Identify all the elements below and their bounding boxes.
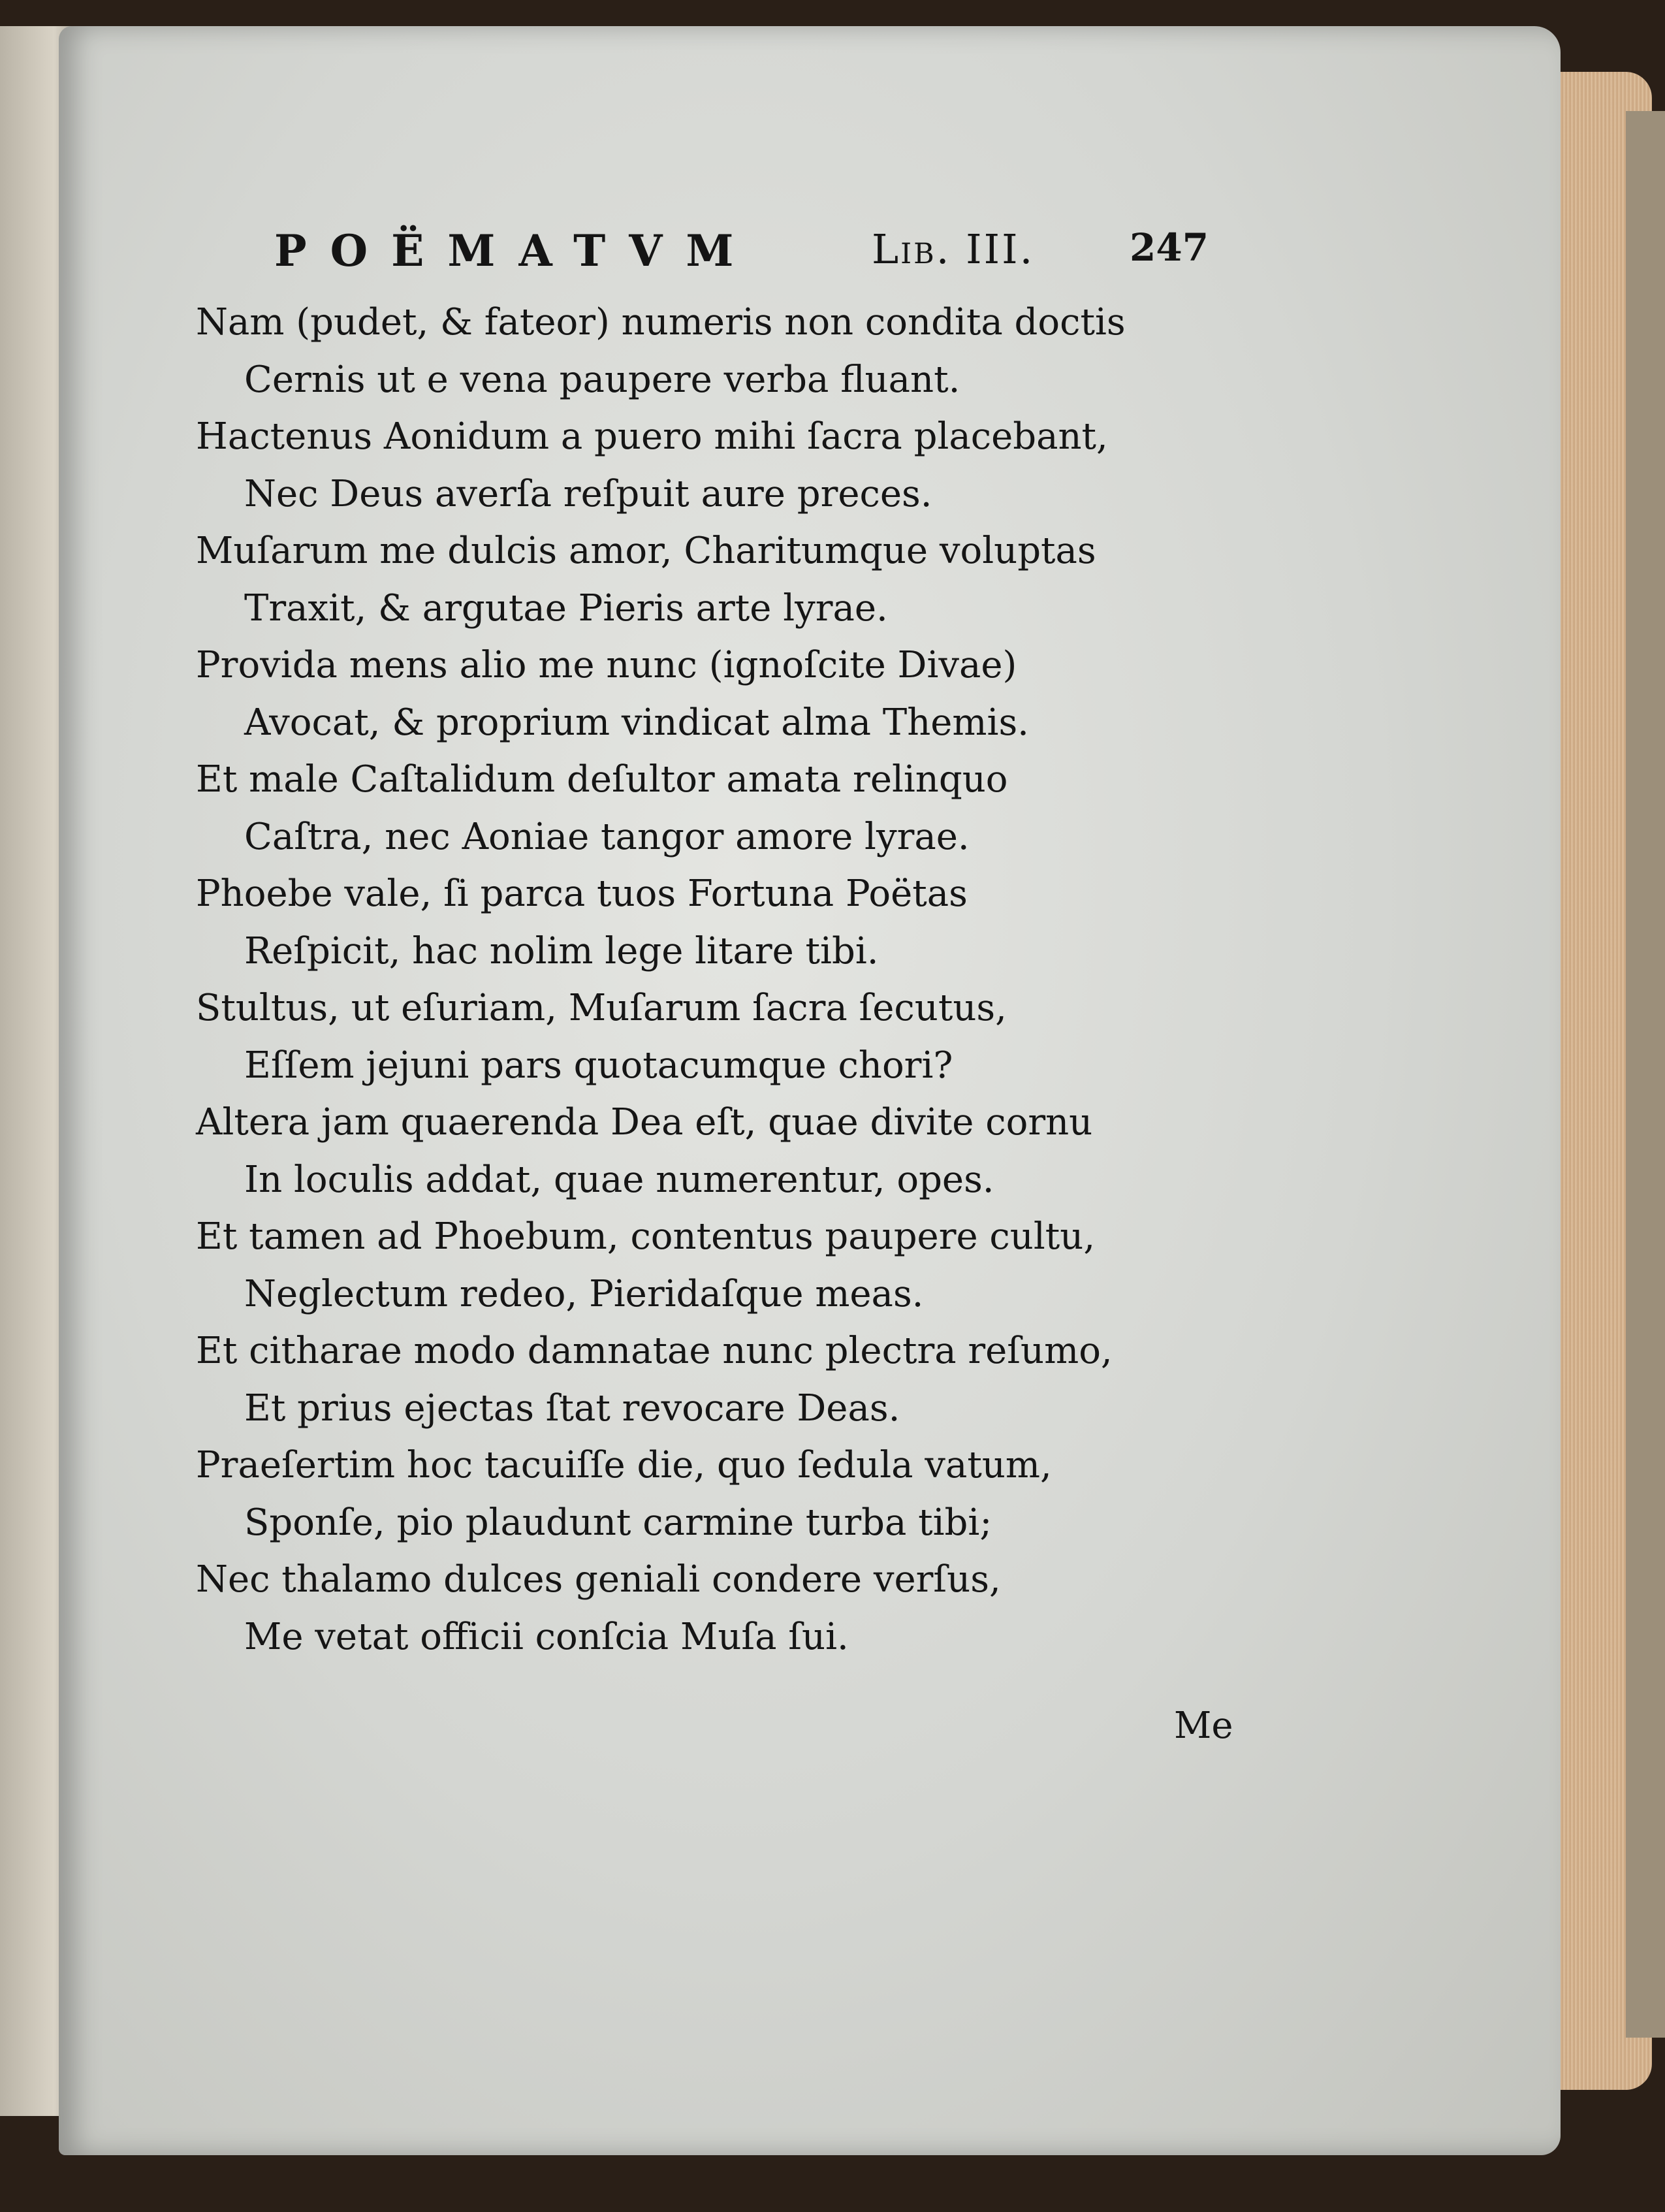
verse-line: Muſarum me dulcis amor, Charitumque voluptas <box>196 530 1096 572</box>
verse-line: Et male Caſtalidum deſultor amata relinquo <box>196 758 1008 801</box>
verse-line: Traxit, & argutae Pieris arte lyrae. <box>244 586 888 630</box>
verse-line: Nam (pudet, & fateor) numeris non condita doctis <box>196 301 1126 344</box>
running-header <box>274 225 1209 284</box>
verse-line: Me vetat officii conſcia Muſa ſui. <box>244 1615 849 1658</box>
verse-line: Altera jam quaerenda Dea eſt, quae divite cornu <box>196 1101 1093 1144</box>
verse-line: Praeſertim hoc tacuiſſe die, quo ſedula vatum, <box>196 1444 1052 1486</box>
page-number: 247 <box>1130 225 1209 270</box>
running-title: POËMATVM <box>274 225 757 276</box>
verse-line: Neglectum redeo, Pieridaſque meas. <box>244 1272 924 1315</box>
book-cover-edge <box>1626 111 1665 2038</box>
verse-line: Hactenus Aonidum a puero mihi ſacra placebant, <box>196 415 1108 458</box>
book-number: Lib. III. <box>872 225 1035 273</box>
poem-text <box>196 294 1214 1665</box>
verse-line: Nec Deus averſa reſpuit aure preces. <box>244 472 932 515</box>
verse-line: Cernis ut e vena paupere verba fluant. <box>244 358 960 401</box>
verse-line: Et tamen ad Phoebum, contentus paupere cultu, <box>196 1215 1096 1258</box>
verse-line: In loculis addat, quae numerentur, opes. <box>244 1158 994 1201</box>
verse-line: Nec thalamo dulces geniali condere verſus, <box>196 1558 1001 1601</box>
verse-line: Avocat, & proprium vindicat alma Themis. <box>244 701 1029 744</box>
verse-line: Caſtra, nec Aoniae tangor amore lyrae. <box>244 815 970 858</box>
verse-line: Phoebe vale, ſi parca tuos Fortuna Poëtas <box>196 873 968 915</box>
verse-line: Sponſe, pio plaudunt carmine turba tibi; <box>244 1501 992 1544</box>
verse-line: Eſſem jejuni pars quotacumque chori? <box>244 1044 953 1087</box>
verse-line: Reſpicit, hac nolim lege litare tibi. <box>244 929 879 972</box>
verse-line: Provida mens alio me nunc (ignoſcite Divae) <box>196 644 1017 686</box>
verse-line: Stultus, ut eſuriam, Muſarum ſacra ſecutus, <box>196 987 1007 1029</box>
verse-line: Et citharae modo damnatae nunc plectra reſumo, <box>196 1330 1113 1372</box>
verse-line: Et prius ejectas ſtat revocare Deas. <box>244 1387 900 1430</box>
catchword: Me <box>1174 1705 1233 1747</box>
